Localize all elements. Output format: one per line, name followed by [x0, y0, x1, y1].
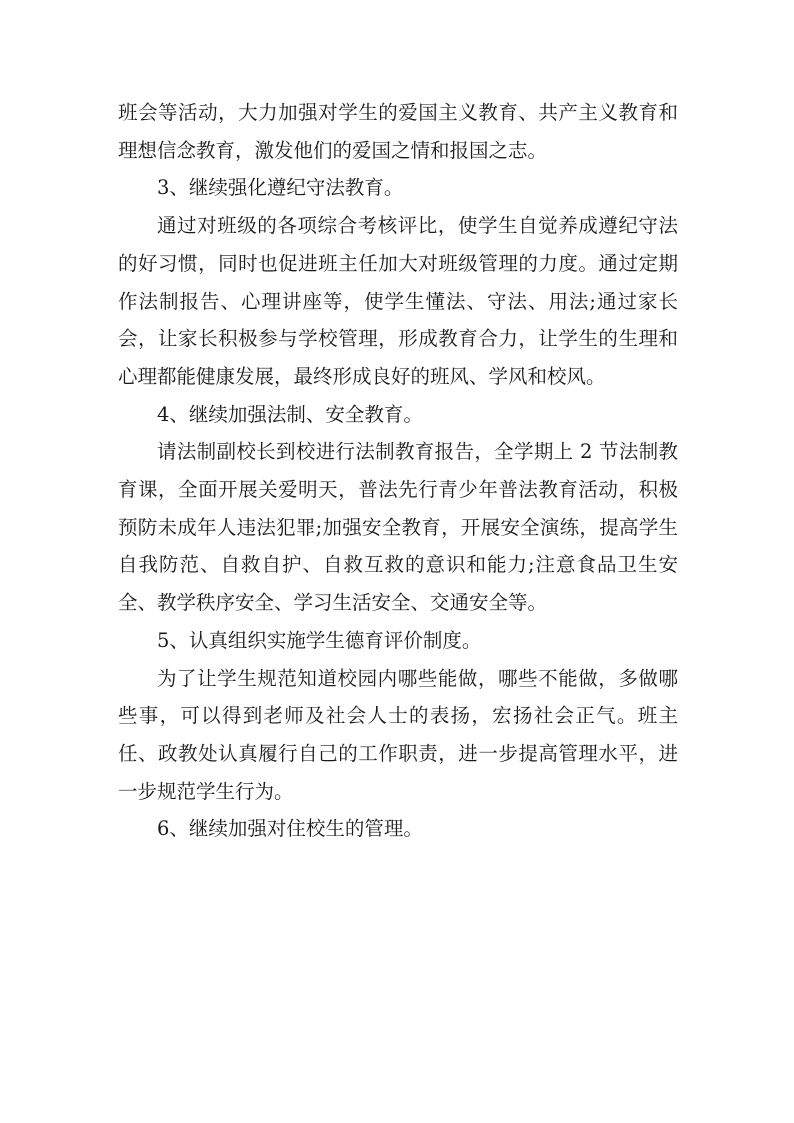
heading-discipline-law: 3、继续强化遵纪守法教育。 [157, 176, 404, 200]
paragraph-legal-safety: 请法制副校长到校进行法制教育报告，全学期上 2 节法制教育课，全面开展关爱明天，普法先行青少年普法教育活动，积极预防未成年人违法犯罪;加强安全教育，开展安全演练，提高学生自我防范、自救自护、自救互救的意识和能力;注意食品卫生安全、教学秩序安全、学习生活安全、交通安全等。 [118, 440, 678, 615]
paragraph-discipline-law: 通过对班级的各项综合考核评比，使学生自觉养成遵纪守法的好习惯，同时也促进班主任加大对班级管理的力度。通过定期作法制报告、心理讲座等，使学生懂法、守法、用法;通过家长会，让家长积极参与学校管理，形成教育合力，让学生的生理和心理都能健康发展，最终形成良好的班风、学风和校风。 [118, 214, 678, 388]
document-page [118, 94, 678, 848]
heading-moral-evaluation: 5、认真组织实施学生德育评价制度。 [157, 628, 482, 652]
paragraph-patriotic-education: 班会等活动，大力加强对学生的爱国主义教育、共产主义教育和理想信念教育，激发他们的爱国之情和报国之志。 [118, 101, 678, 162]
paragraph-moral-evaluation: 为了让学生规范知道校园内哪些能做，哪些不能做，多做哪些事，可以得到老师及社会人士的表扬，宏扬社会正气。班主任、政教处认真履行自己的工作职责，进一步提高管理水平，进一步规范学生行为。 [118, 666, 678, 803]
heading-boarding-students: 6、继续加强对住校生的管理。 [157, 817, 423, 841]
heading-legal-safety: 4、继续加强法制、安全教育。 [157, 402, 423, 426]
